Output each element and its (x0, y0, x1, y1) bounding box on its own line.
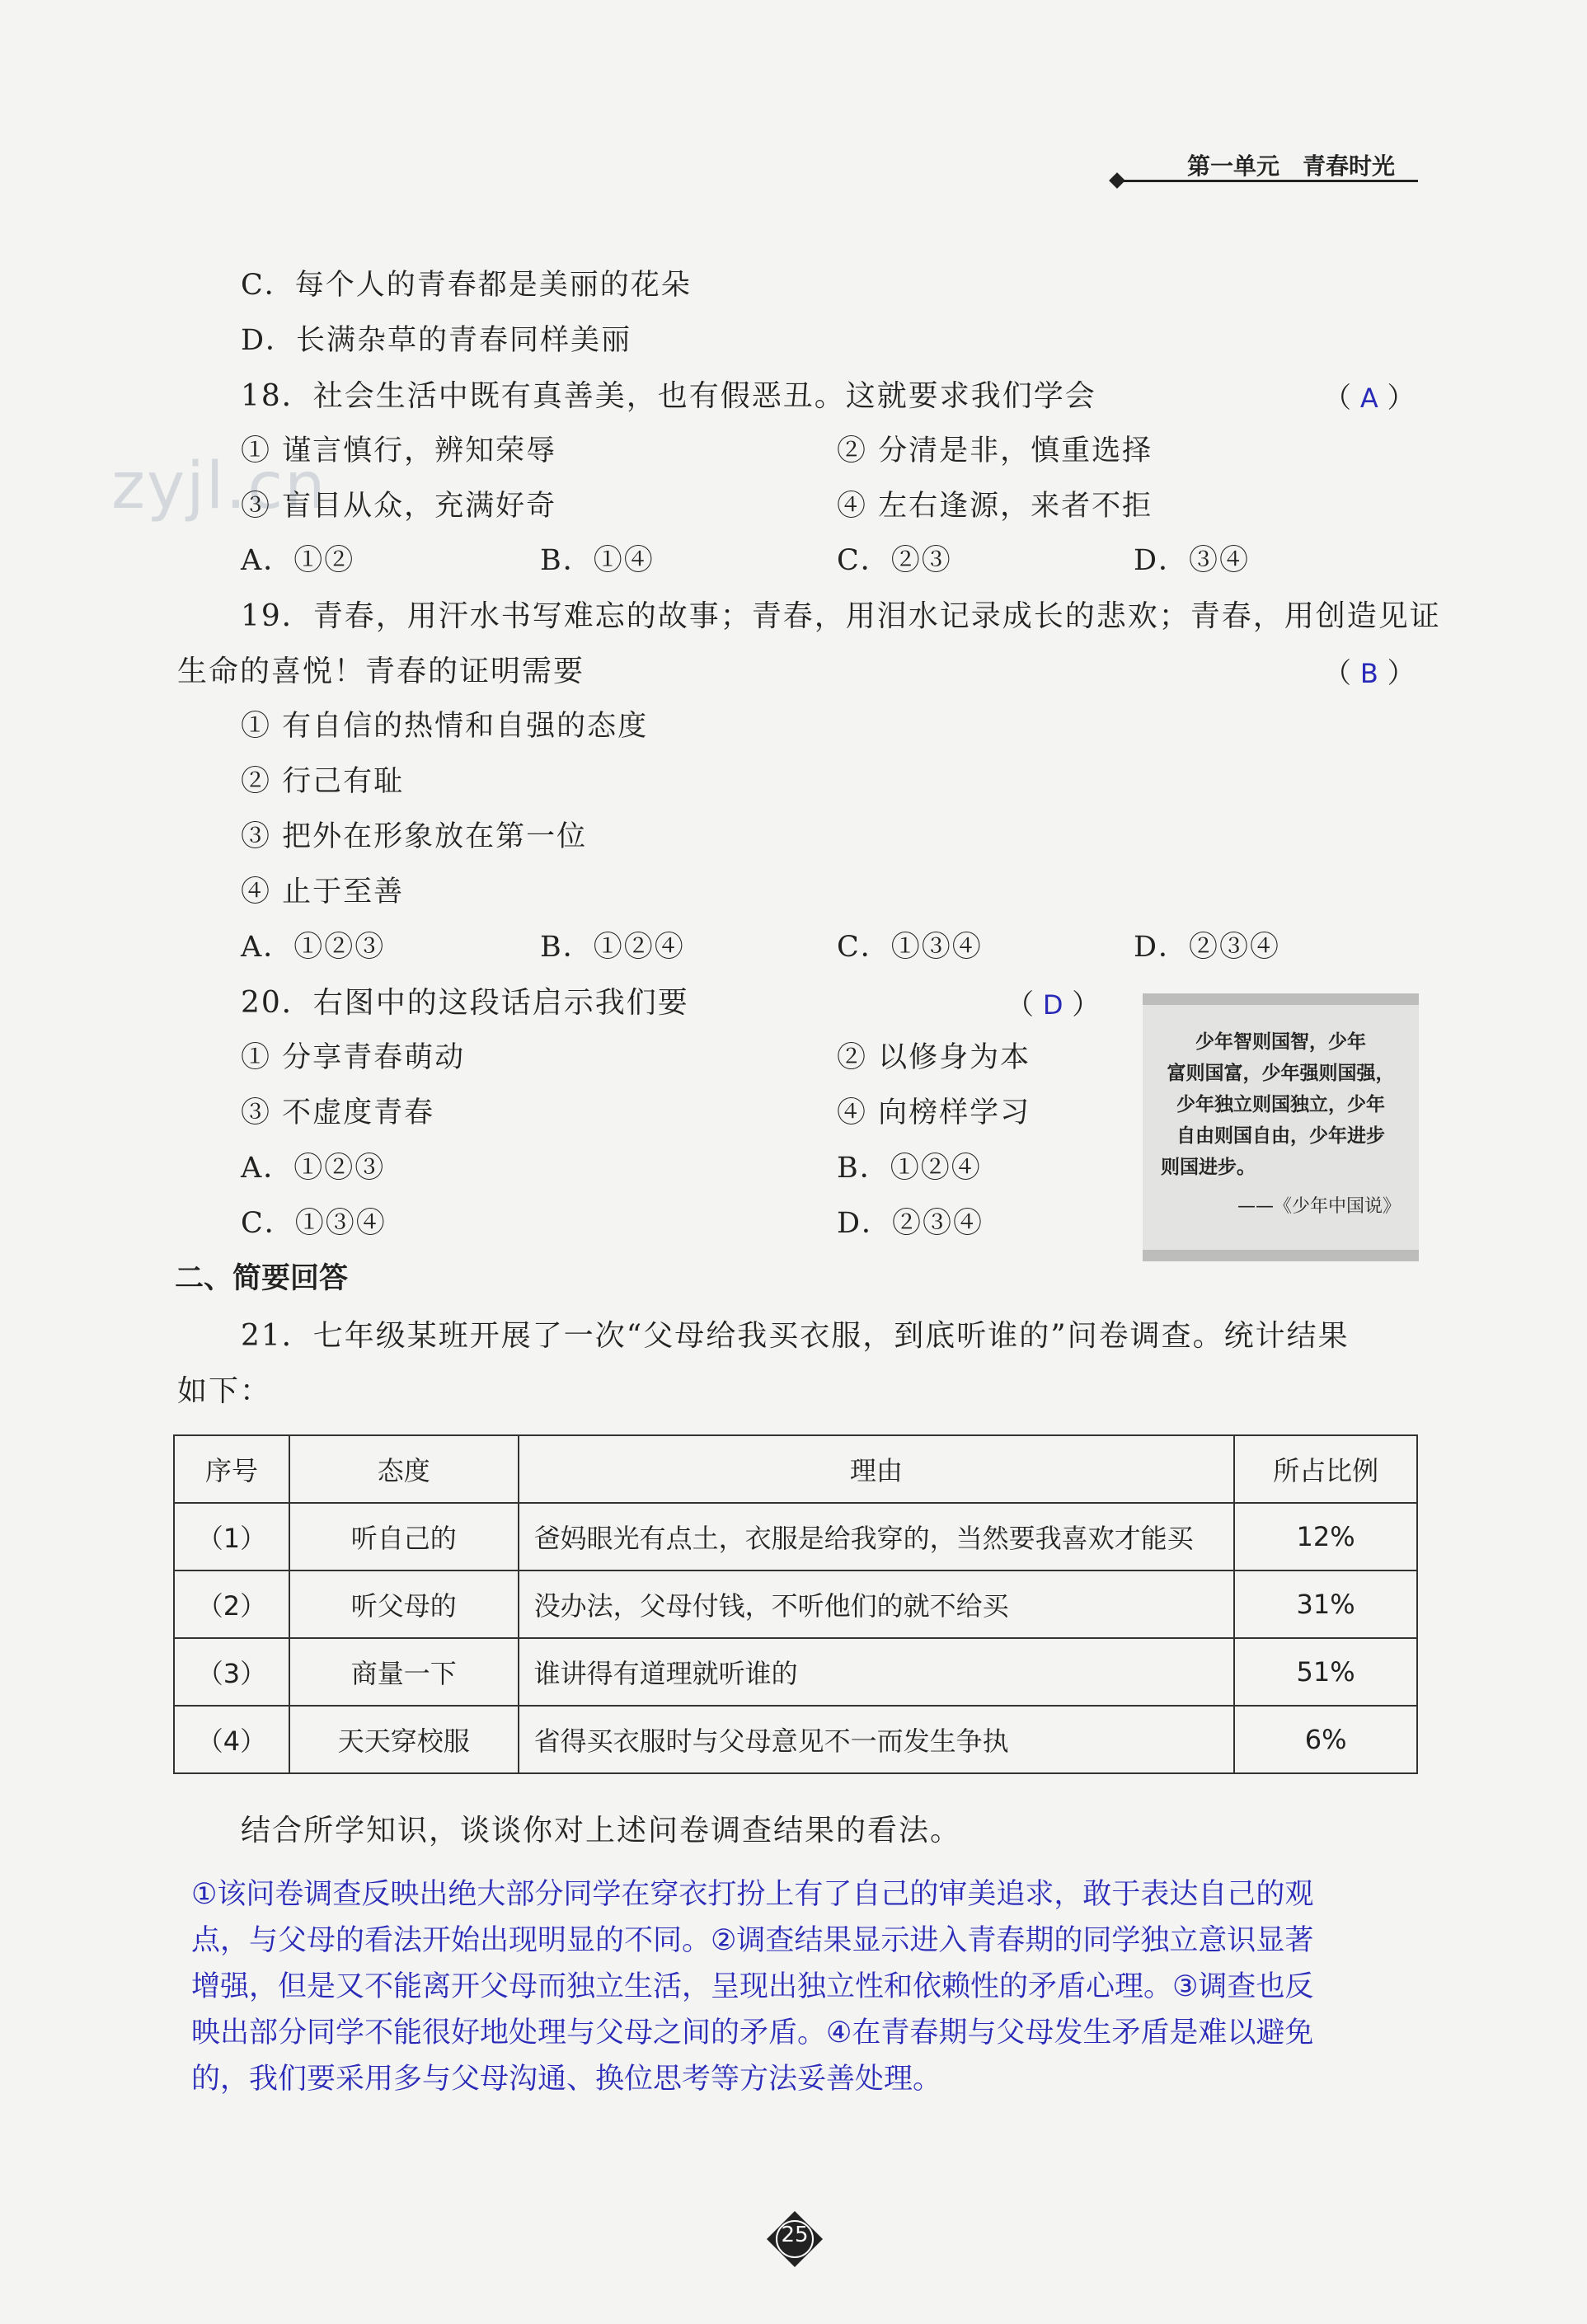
unit-header: 第一单元 青春时光 (1187, 153, 1396, 180)
quote-source: ——《少年中国说》 (1237, 1196, 1401, 1217)
q21-answer (191, 1871, 1453, 2102)
q18-item: ④ 左右逢源，来者不拒 (837, 490, 1153, 523)
answer-line: ①该问卷调查反映出绝大部分同学在穿衣打扮上有了自己的审美追求，敢于表达自己的观 (191, 1878, 1314, 1911)
table-header: 理由 (519, 1435, 1235, 1503)
quote-figure (1143, 993, 1419, 1261)
table-cell: （3） (174, 1638, 289, 1706)
table-cell: 31% (1234, 1570, 1417, 1638)
table-cell: 谁讲得有道理就听谁的 (519, 1638, 1235, 1706)
table-header-row (174, 1435, 1417, 1503)
q20-choice: B．①②④ (837, 1152, 982, 1185)
q21-stem-line1: 21．七年级某班开展了一次“父母给我买衣服，到底听谁的”问卷调查。统计结果 (241, 1319, 1350, 1353)
header-rule (1117, 180, 1418, 182)
table-row (174, 1638, 1417, 1706)
q18-answer-paren: （ A ） (1323, 382, 1416, 415)
q18-choice: C．②③ (837, 544, 952, 577)
q19-stem-line1: 19．青春，用汗水书写难忘的故事；青春，用泪水记录成长的悲欢；青春，用创造见证 (241, 599, 1441, 633)
q19-answer-paren: （ B ） (1323, 657, 1416, 690)
q18-item: ① 谨言慎行，辨知荣辱 (241, 434, 557, 467)
answer-line: 增强，但是又不能离开父母而独立生活，呈现出独立性和依赖性的矛盾心理。③调查也反 (191, 1970, 1314, 2003)
quote-line: 少年独立则国独立，少年 (1176, 1094, 1385, 1115)
q18-choice: B．①④ (540, 544, 655, 577)
table-cell: 12% (1234, 1503, 1417, 1570)
table-row (174, 1503, 1417, 1570)
quote-line: 则国进步。 (1161, 1157, 1256, 1178)
table-cell: 听自己的 (289, 1503, 519, 1570)
quote-line: 富则国富，少年强则国强， (1167, 1063, 1395, 1084)
q19-choice: C．①③④ (837, 931, 983, 964)
answer-line: 映出部分同学不能很好地处理与父母之间的矛盾。④在青春期与父母发生矛盾是难以避免 (191, 2016, 1314, 2049)
q20-answer: D (1042, 989, 1063, 1021)
table-cell: 商量一下 (289, 1638, 519, 1706)
q19-item: ③ 把外在形象放在第一位 (241, 820, 588, 853)
q17-option-d: D．长满杂草的青春同样美丽 (241, 324, 632, 357)
table-cell: 51% (1234, 1638, 1417, 1706)
q20-stem: 20．右图中的这段话启示我们要 (241, 986, 689, 1020)
q18-item: ② 分清是非，慎重选择 (837, 434, 1153, 467)
q20-item: ④ 向榜样学习 (837, 1096, 1031, 1129)
q20-choice: D．②③④ (837, 1207, 984, 1240)
q19-choice: A．①②③ (241, 931, 386, 964)
section-title: 二、简要回答 (175, 1262, 349, 1295)
table-cell: 6% (1234, 1706, 1417, 1773)
q17-option-c: C．每个人的青春都是美丽的花朵 (241, 269, 692, 302)
q19-item: ① 有自信的热情和自强的态度 (241, 710, 649, 743)
table-row (174, 1570, 1417, 1638)
q19-choice: B．①②④ (540, 931, 685, 964)
q19-choice: D．②③④ (1134, 931, 1281, 964)
table-header: 态度 (289, 1435, 519, 1503)
table-cell: （2） (174, 1570, 289, 1638)
q20-item: ① 分享青春萌动 (241, 1041, 466, 1074)
q19-item: ④ 止于至善 (241, 876, 405, 908)
answer-line: 的，我们要采用多与父母沟通、换位思考等方法妥善处理。 (191, 2063, 942, 2096)
q20-answer-paren: （ D ） (1006, 988, 1101, 1021)
q18-item: ③ 盲目从众，充满好奇 (241, 490, 557, 523)
quote-line: 自由则国自由，少年进步 (1176, 1125, 1385, 1147)
q19-item: ② 行己有耻 (241, 765, 405, 798)
watermark: zyjl.cn (111, 449, 327, 523)
q19-stem-line2: 生命的喜悦！青春的证明需要 (177, 655, 585, 688)
table-row (174, 1706, 1417, 1773)
q20-choice: A．①②③ (241, 1152, 386, 1185)
q18-answer: A (1359, 383, 1378, 414)
q20-choice: C．①③④ (241, 1207, 387, 1240)
quote-line: 少年智则国智，少年 (1195, 1031, 1366, 1053)
table-cell: 爸妈眼光有点土，衣服是给我穿的，当然要我喜欢才能买 (519, 1503, 1235, 1570)
page-number: 25 (781, 2223, 809, 2247)
q18-stem: 18．社会生活中既有真善美，也有假恶丑。这就要求我们学会 (241, 379, 1096, 413)
q21-prompt: 结合所学知识，谈谈你对上述问卷调查结果的看法。 (241, 1814, 962, 1847)
table-cell: 没办法，父母付钱，不听他们的就不给买 (519, 1570, 1235, 1638)
table-cell: 天天穿校服 (289, 1706, 519, 1773)
q20-item: ② 以修身为本 (837, 1041, 1031, 1074)
table-cell: 省得买衣服时与父母意见不一而发生争执 (519, 1706, 1235, 1773)
table-cell: （4） (174, 1706, 289, 1773)
answer-line: 点，与父母的看法开始出现明显的不同。②调查结果显示进入青春期的同学独立意识显著 (191, 1924, 1314, 1957)
table-header: 所占比例 (1234, 1435, 1417, 1503)
table-header: 序号 (174, 1435, 289, 1503)
q21-stem-line2: 如下： (177, 1374, 272, 1408)
q19-answer: B (1359, 658, 1378, 689)
q18-choice: D．③④ (1134, 544, 1251, 577)
table-cell: （1） (174, 1503, 289, 1570)
table-cell: 听父母的 (289, 1570, 519, 1638)
survey-table (173, 1434, 1418, 1774)
q20-item: ③ 不虚度青春 (241, 1096, 435, 1129)
q18-choice: A．①② (241, 544, 355, 577)
